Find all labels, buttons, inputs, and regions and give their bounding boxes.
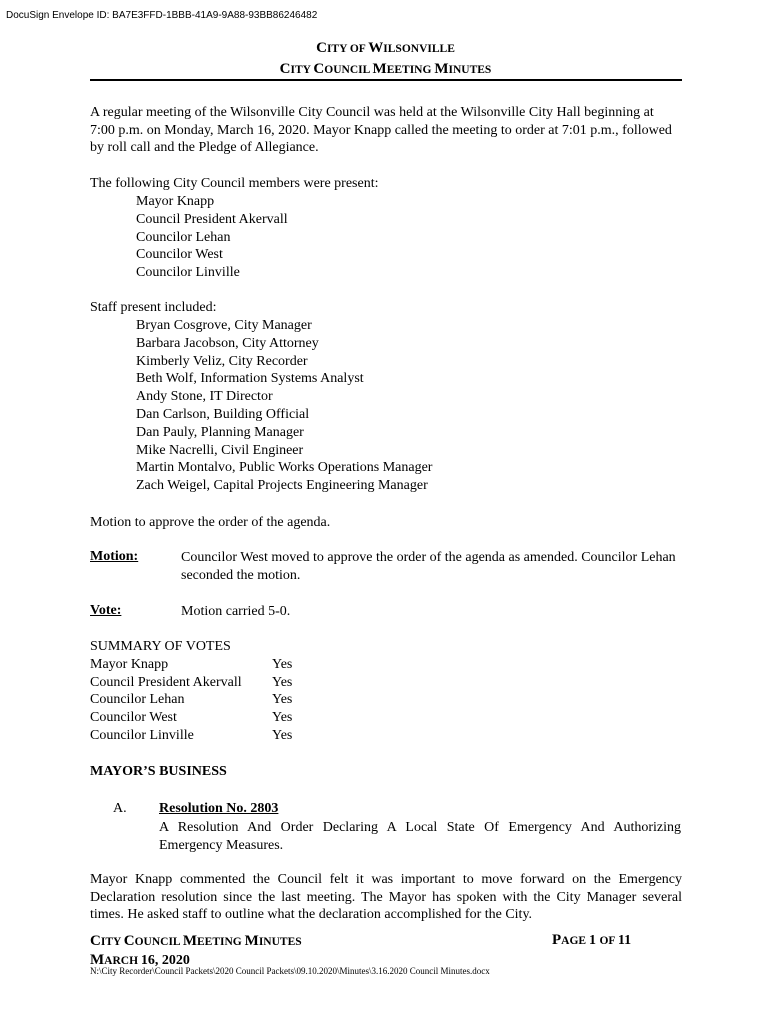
council-member: Councilor West xyxy=(136,247,223,263)
voter-name: Councilor Linville xyxy=(90,727,194,743)
vote-value: Yes xyxy=(272,710,293,726)
resolution-description: A Resolution And Order Declaring A Local State Of Emergency And Authorizing Emergency Measures. xyxy=(159,820,681,853)
vote-value: Yes xyxy=(272,656,293,672)
resolution-title: Resolution No. 2803 xyxy=(159,801,279,816)
staff-member: Beth Wolf, Information Systems Analyst xyxy=(136,371,364,387)
summary-of-votes xyxy=(90,638,292,745)
summary-heading: SUMMARY OF VOTES xyxy=(90,639,231,654)
voter-name: Councilor Lehan xyxy=(90,692,185,708)
intro-paragraph: A regular meeting of the Wilsonville City Council was held at the Wilsonville City Hall beginning at 7:00 p.m. on Monday, March 16, 2020. Mayor Knapp called the meeting to order at 7:01 p.m., followed by roll call and the Pledge of Allegiance. xyxy=(90,105,672,156)
vote-row xyxy=(90,727,292,745)
council-member: Council President Akervall xyxy=(136,211,288,227)
agenda-motion-intro: Motion to approve the order of the agenda. xyxy=(90,515,331,530)
file-path: N:\City Recorder\Council Packets\2020 Council Packets\09.10.2020\Minutes\3.16.2020 Council Minutes.docx xyxy=(90,966,490,976)
vote-text: Motion carried 5-0. xyxy=(181,604,291,619)
staff-member: Bryan Cosgrove, City Manager xyxy=(136,318,312,333)
vote-value: Yes xyxy=(272,727,293,743)
vote-row xyxy=(90,691,292,709)
vote-value: Yes xyxy=(272,674,293,690)
staff-heading: Staff present included: xyxy=(90,300,217,315)
staff-member: Martin Montalvo, Public Works Operations Manager xyxy=(136,460,433,476)
council-member: Councilor Lehan xyxy=(136,229,231,245)
staff-member: Dan Pauly, Planning Manager xyxy=(136,424,304,440)
footer-title xyxy=(90,932,302,970)
voter-name: Mayor Knapp xyxy=(90,656,169,672)
staff-member: Andy Stone, IT Director xyxy=(136,389,273,405)
council-heading: The following City Council members were present: xyxy=(90,176,379,191)
docusign-envelope-id: DocuSign Envelope ID: BA7E3FFD-1BBB-41A9-9A88-93BB86246482 xyxy=(6,10,318,21)
footer-title-line1: CITY COUNCIL MEETING MINUTES xyxy=(90,933,302,949)
item-letter: A. xyxy=(113,801,127,816)
vote-row xyxy=(90,656,292,674)
section-heading-mayors-business: MAYOR’S BUSINESS xyxy=(90,764,227,779)
motion-text: Councilor West moved to approve the order of the agenda as amended. Councilor Lehan seconded the motion. xyxy=(181,550,676,583)
staff-member: Barbara Jacobson, City Attorney xyxy=(136,335,319,351)
council-member: Mayor Knapp xyxy=(136,194,215,209)
council-members-list xyxy=(136,193,288,282)
staff-member: Mike Nacrelli, Civil Engineer xyxy=(136,442,304,458)
voter-name: Councilor West xyxy=(90,710,177,726)
staff-member: Zach Weigel, Capital Projects Engineering Manager xyxy=(136,478,428,494)
staff-list xyxy=(136,317,432,495)
footer-date: MARCH 16, 2020 xyxy=(90,952,190,968)
vote-row xyxy=(90,674,292,692)
vote-value: Yes xyxy=(272,692,293,708)
page-number: PAGE 1 OF 11 xyxy=(552,932,632,948)
vote-label: Vote: xyxy=(90,603,122,618)
closing-paragraph: Mayor Knapp commented the Council felt it was important to move forward on the Emergency Declaration resolution since the last meeting. The Mayor has spoken with the City Manager several times. He asked staff to outline what the declaration accomplished for the City. xyxy=(90,872,682,923)
voter-name: Council President Akervall xyxy=(90,674,242,690)
staff-member: Dan Carlson, Building Official xyxy=(136,406,310,422)
staff-member: Kimberly Veliz, City Recorder xyxy=(136,353,308,369)
council-member: Councilor Linville xyxy=(136,265,240,281)
motion-label: Motion: xyxy=(90,549,139,564)
header-document-title: CITY COUNCIL MEETING MINUTES xyxy=(279,61,492,77)
header-city-name: CITY OF WILSONVILLE xyxy=(316,40,455,56)
vote-row xyxy=(90,709,292,727)
header-rule xyxy=(90,79,682,81)
